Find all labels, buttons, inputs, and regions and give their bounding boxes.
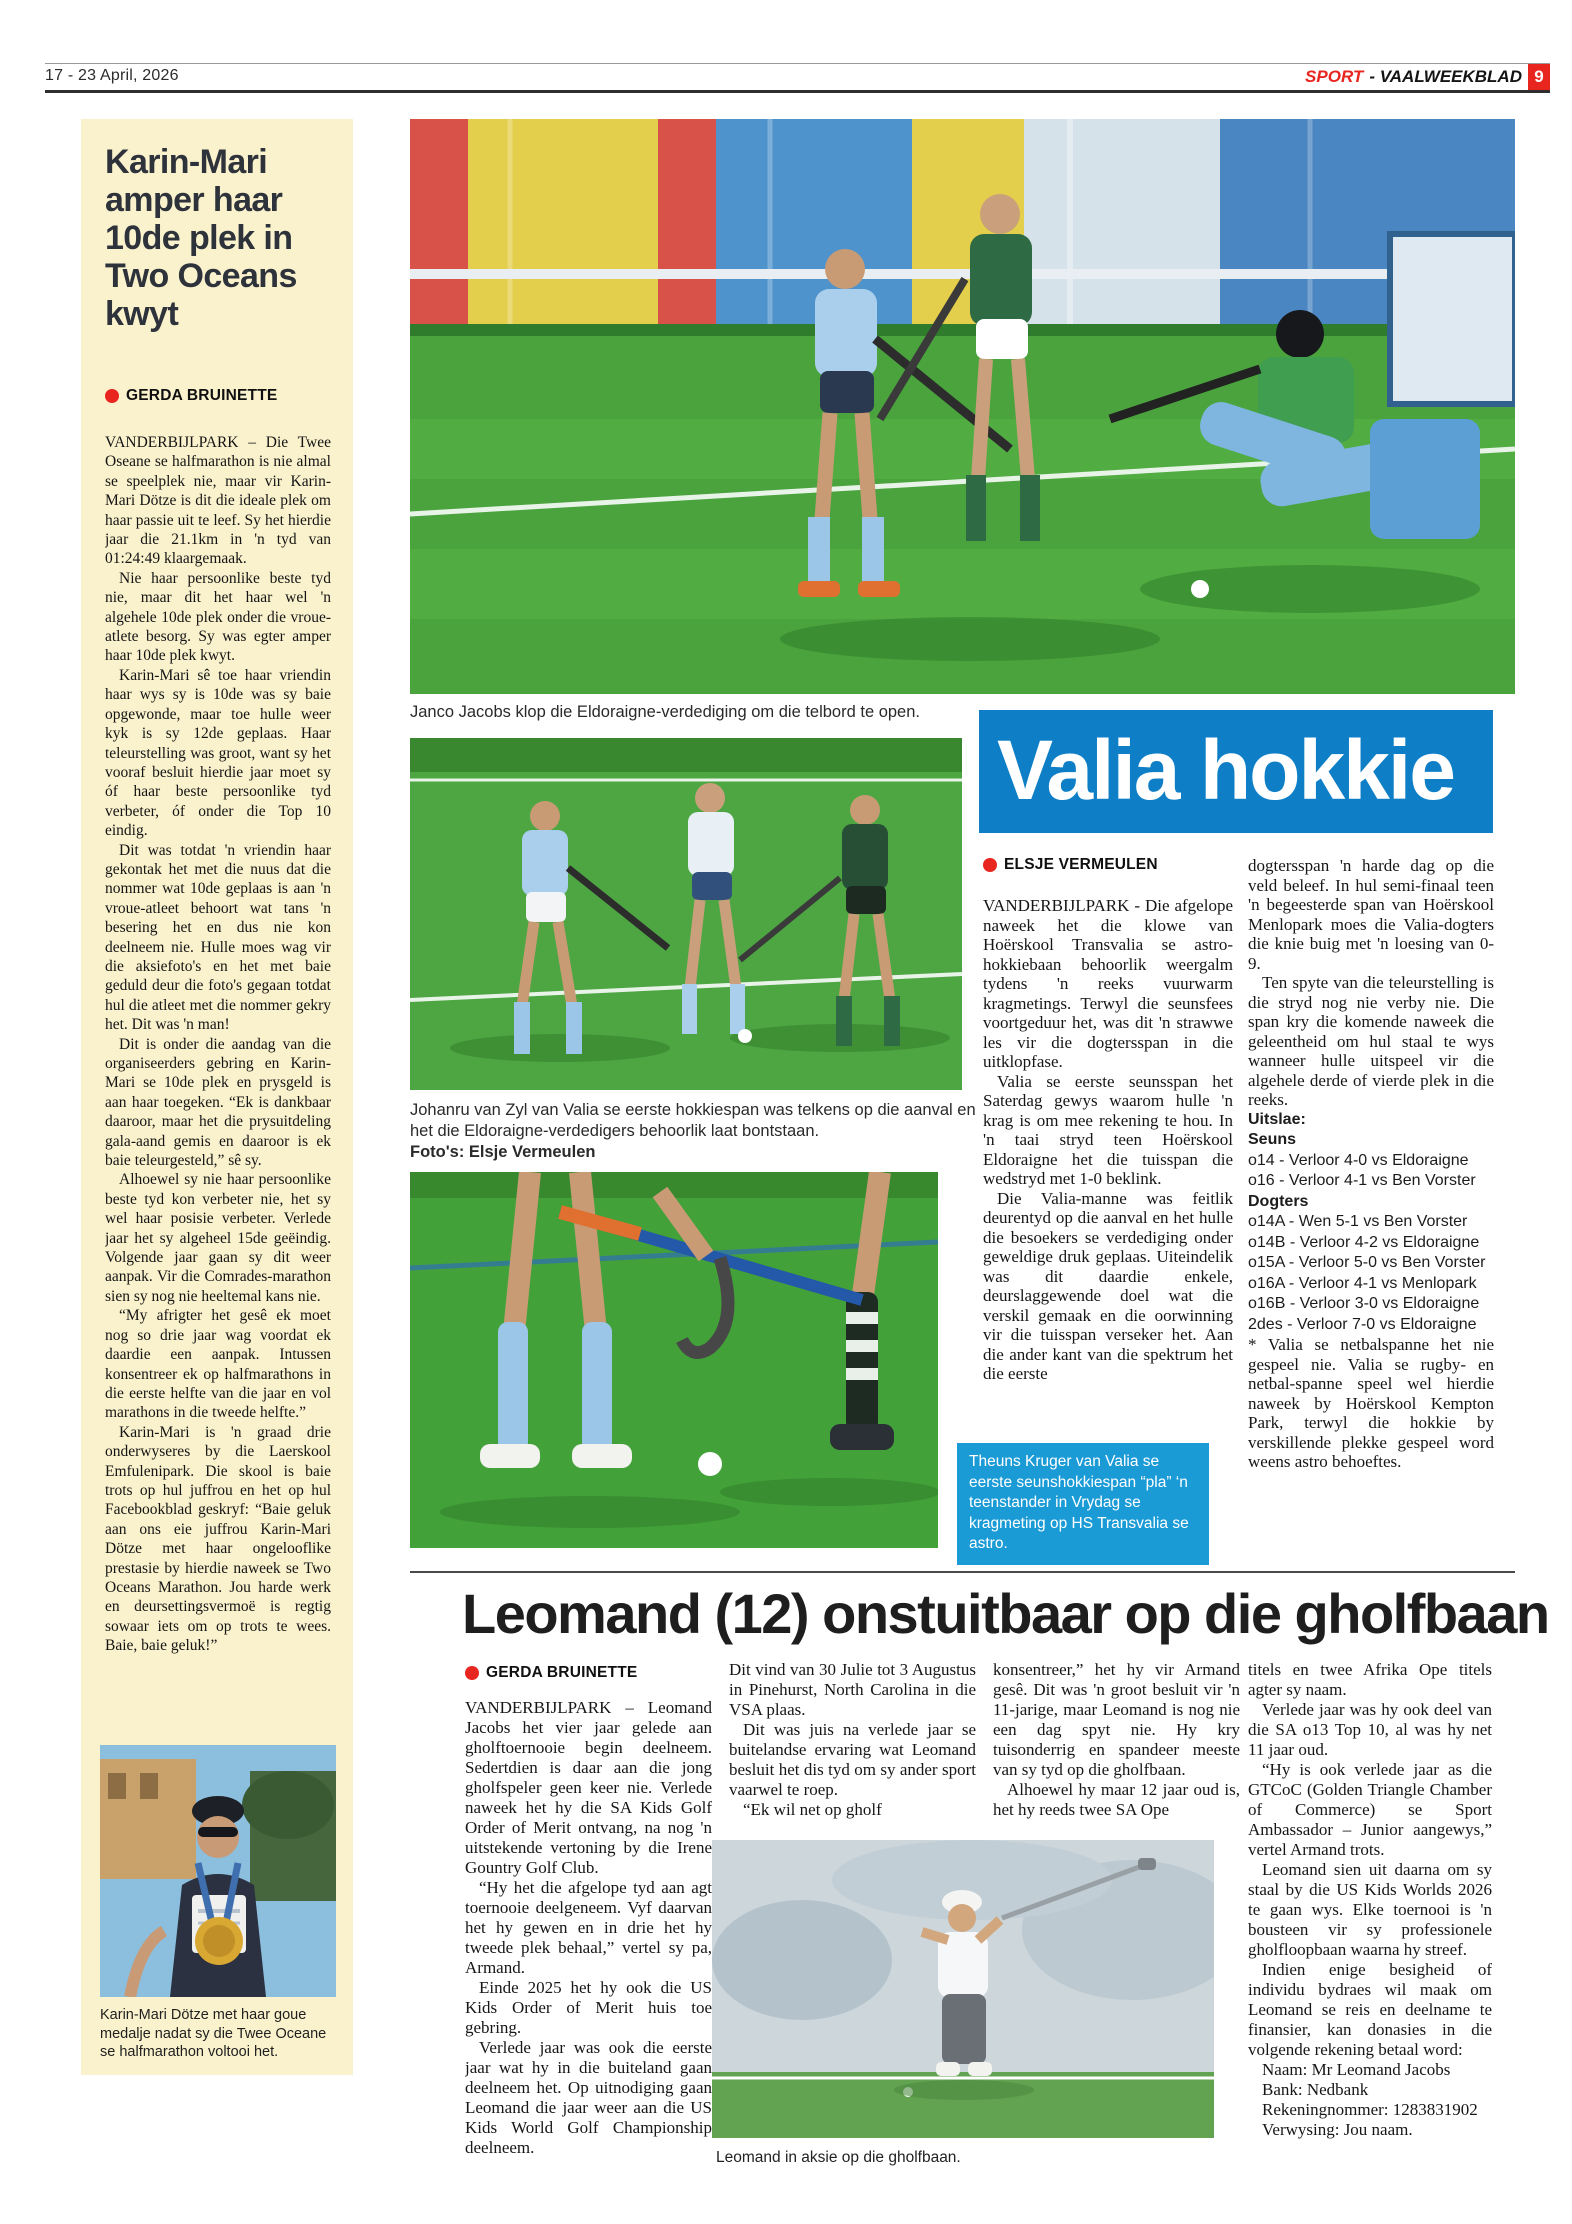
- golf-photo: [712, 1840, 1214, 2138]
- paragraph: Bank: Nedbank: [1262, 2080, 1369, 2099]
- paragraph: konsentreer,” het hy vir Armand gesê. Dit was 'n groot besluit vir 'n 11-jarige, maar Leomand is nog nie een dag spyt nie. Hy kry tuisonderrig en spandeer meeste van sy tyd op die gholfbaan.: [993, 1660, 1240, 1779]
- result-line: o14 - Verloor 4-0 vs Eldoraigne: [1248, 1151, 1469, 1169]
- paragraph: Dit was juis na verlede jaar se buitelandse ervaring wat Leomand besluit het dis tyd om sy ander sport vaarwel te roep.: [729, 1720, 976, 1799]
- results-label: Uitslae:: [1248, 1110, 1306, 1128]
- valia-column-2: [1248, 856, 1494, 1472]
- photo3-caption-box: Theuns Kruger van Valia se eerste seunshokkiespan “pla” ‘n teenstander in Vrydag se kragmeting op HS Transvalia se astro.: [957, 1443, 1209, 1565]
- paragraph: Leomand sien uit daarna om sy staal by die US Kids Worlds 2026 te gaan wys. Elke toernooi is 'n bousteen vir sy professionele gholfloopbaan waarna hy streef.: [1248, 1860, 1492, 1959]
- golf-column-4: [1248, 1660, 1492, 2210]
- left-article-byline: [105, 387, 331, 405]
- byline-bullet-icon: [105, 389, 119, 403]
- paragraph: Dit was totdat 'n vriendin haar gekontak het met die nuus dat die nommer wat 10de geplaas is aan 'n vroue-atleet behoort wat tans 'n besering het en dus nie kon deelneem nie. Hulle moes wag vir die aksiefoto's en het met baie geduld deur die foto's gegaan totdat hul die atleet met die nommer gekry het. Dit was 'n man!: [105, 841, 331, 1034]
- masthead-sport: SPORT: [1305, 67, 1364, 86]
- result-line: o16A - Verloor 4-1 vs Menlopark: [1248, 1274, 1477, 1292]
- paragraph: dogtersspan 'n harde dag op die veld beleef. In hul semi-finaal teen 'n begeesterde span van Hoërskool Menlopark moes die Valia-dogters die knie buig met 'n loesing van 0-9.: [1248, 856, 1494, 973]
- valia-column-1: [983, 896, 1233, 1384]
- page-number-badge: 9: [1528, 64, 1550, 90]
- result-line: o16 - Verloor 4-1 vs Ben Vorster: [1248, 1172, 1476, 1189]
- valia-headline-banner: Valia hokkie: [979, 710, 1493, 833]
- hockey-photo-attack: [410, 738, 962, 1090]
- byline-bullet-icon: [465, 1666, 479, 1680]
- edition-date: 17 - 23 April, 2026: [45, 67, 179, 84]
- paragraph: Karin-Mari sê toe haar vriendin haar wys sy is 10de was sy baie opgewonde, maar toe hulle weer kyk is sy 12de geplaas. Haar teleurstelling was groot, want sy het vooraf besluit hierdie jaar moet sy óf haar beste persoonlike tyd verbeter, óf onder die Top 10 eindig.: [105, 666, 331, 840]
- paragraph: Alhoewel sy nie haar persoonlike beste tyd kon verbeter nie, het sy wel haar posisie verbeter. Verlede jaar het sy algeheel 15de geëindig. Volgende jaar gaan sy dit weer aanpak. Vir die Comrades-marathon sien sy nog nie heeltemal kans nie.: [105, 1171, 331, 1305]
- runner-medal-photo: [100, 1745, 336, 1997]
- paragraph: Einde 2025 het hy ook die US Kids Order of Merit huis toe gebring.: [465, 1978, 712, 2037]
- golf-byline: [465, 1664, 637, 1682]
- section-divider-rule: [410, 1571, 1515, 1573]
- paragraph: Rekeningnommer: 1283831902: [1262, 2100, 1478, 2119]
- runner-photo-caption: Karin-Mari Dötze met haar goue medalje nadat sy die Twee Oceane se halfmarathon voltooi het.: [100, 2007, 327, 2060]
- masthead: [1305, 64, 1550, 90]
- paragraph: Naam: Mr Leomand Jacobs: [1262, 2060, 1451, 2079]
- paragraph: Dit vind van 30 Julie tot 3 Augustus in Pinehurst, North Carolina in die VSA plaas.: [729, 1660, 976, 1719]
- paragraph: Karin-Mari is 'n graad drie onderwyseres by die Laerskool Emfulenipark. Die skool is baie trots op hul juffrou en het op hul Facebookblad geskryf: “Baie geluk aan ons eie juffrou Karin-Mari Dötze met haar ongelooflike prestasie by hierdie naweek se Two Oceans Marathon. Jou harde werk en deursettingsvermoë is regtig sowaar iets om op trots te wees. Baie, baie geluk!”: [105, 1423, 331, 1655]
- photo2-caption-text: Johanru van Zyl van Valia se eerste hokkiespan was telkens op die aanval en het die Eldoraigne-verdedigers behoorlik laat bontstaan.: [410, 1101, 976, 1140]
- paragraph: VANDERBIJLPARK – Leomand Jacobs het vier jaar gelede aan gholftoernooie begin deelneem. Sedertdien is daar aan die jong gholfspeler geen keer nie. Verlede naweek het hy die SA Kids Golf Order of Merit ontvang, na nog 'n uitstekende vertoning by die Irene Gountry Golf Club.: [465, 1698, 712, 1877]
- results-group: Seuns: [1248, 1131, 1297, 1148]
- paragraph: Valia se eerste seunsspan het Saterdag gewys waarom hulle 'n krag is om mee rekening te hou. In 'n taai stryd teen Hoërskool Eldoraigne het die tuisspan die wedstryd met 1-0 beklink.: [983, 1071, 1233, 1188]
- paragraph: “Hy het die afgelope tyd aan agt toernooie deelgeneem. Vyf daarvan het hy gewen en in drie het hy tweede plek behaal,” vertel sy pa, Armand.: [465, 1878, 712, 1977]
- result-line: o15A - Verloor 5-0 vs Ben Vorster: [1248, 1254, 1486, 1271]
- valia-results: [1248, 1110, 1494, 1336]
- golf-photo-caption: Leomand in aksie op die gholfbaan.: [716, 2149, 961, 2166]
- paragraph: Verlede jaar was hy ook deel van die SA o13 Top 10, al was hy net 11 jaar oud.: [1248, 1700, 1492, 1759]
- result-line: 2des - Verloor 7-0 vs Eldoraigne: [1248, 1315, 1477, 1333]
- hockey-photo-main: [410, 119, 1515, 694]
- header-bottom-rule: [45, 90, 1550, 93]
- paragraph: VANDERBIJLPARK - Die afgelope naweek het die klowe van Hoërskool Transvalia se astro-hokkiebaan behoorlik weergalm tydens 'n reeks vuurwarm kragmetings. Terwyl die seunsfees voortgeduur het, was dit 'n strawwe les vir die dogtersspan in die uitklopfase.: [983, 896, 1233, 1071]
- byline-bullet-icon: [983, 858, 997, 872]
- result-line: o14B - Verloor 4-2 vs Eldoraigne: [1248, 1233, 1480, 1251]
- photo1-caption: Janco Jacobs klop die Eldoraigne-verdediging om die telbord te open.: [410, 703, 920, 721]
- masthead-title: - VAALWEEKBLAD: [1369, 67, 1522, 86]
- golf-headline: Leomand (12) onstuitbaar op die gholfbaan: [462, 1582, 1549, 1645]
- paragraph: Verwysing: Jou naam.: [1262, 2120, 1413, 2139]
- left-article-body: [105, 433, 331, 1678]
- valia-note: * Valia se netbalspanne het nie gespeel nie. Valia se rugby- en netbal-spanne speel wel hierdie naweek by Hoërskool Kempton Park, terwyl die hokkie by verskillende plekke gespeel word weens astro behoeftes.: [1248, 1335, 1494, 1471]
- paragraph: “My afrigter het gesê ek moet nog so drie jaar wag voordat ek daardie een aanpak. Intussen konsentreer ek op halfmarathons in die eerste helfte van die jaar en vol marathons in die tweede helfte.”: [105, 1307, 331, 1422]
- photo2-credit: Foto's: Elsje Vermeulen: [410, 1143, 596, 1161]
- paragraph: titels en twee Afrika Ope titels agter sy naam.: [1248, 1660, 1492, 1699]
- photo2-caption: [410, 1100, 978, 1163]
- golf-column-2: [729, 1660, 976, 1820]
- result-line: o14A - Wen 5-1 vs Ben Vorster: [1248, 1213, 1468, 1230]
- golf-column-1: [465, 1698, 712, 2210]
- byline-author: GERDA BRUINETTE: [486, 1664, 638, 1681]
- paragraph: Ten spyte van die teleurstelling is die stryd nog nie verby nie. Die span kry die komende naweek die geleentheid om hul staal te wys wanneer hulle uitspeel vir die algehele derde of vierde plek in die reeks.: [1248, 973, 1494, 1109]
- result-line: o16B - Verloor 3-0 vs Eldoraigne: [1248, 1295, 1480, 1312]
- paragraph: “Hy is ook verlede jaar as die GTCoC (Golden Triangle Chamber of Commerce) se Sport Ambassador – Junior aangewys,” vertel Armand trots.: [1248, 1760, 1492, 1859]
- paragraph: Die Valia-manne was feitlik deurentyd op die aanval en het hulle die besoekers se verdediging onder geweldige druk geplaas. Uiteindelik was dit daardie enkele, deurslaggewende doel wat die verskil gemaak en die oorwinning vir die tuisspan verseker het. Aan die ander kant van die spektrum het die eerste: [983, 1188, 1233, 1383]
- valia-byline: [983, 856, 1158, 874]
- results-group: Dogters: [1248, 1192, 1309, 1210]
- paragraph: VANDERBIJLPARK – Die Twee Oseane se halfmarathon is nie almal se speelplek nie, maar vir Karin-Mari Dötze is dit die ideale plek om haar passie uit te leef. Sy het hierdie jaar die 21.1km in 'n tyd van 01:24:49 klaargemaak.: [105, 434, 331, 568]
- paragraph: “Ek wil net op gholf: [743, 1800, 882, 1819]
- paragraph: Indien enige besigheid of individu bydraes wil maak om Leomand se reis en deelname te finansier, kan donasies in die volgende rekening betaal word:: [1248, 1960, 1492, 2059]
- byline-author: ELSJE VERMEULEN: [1004, 856, 1158, 873]
- byline-author: GERDA BRUINETTE: [126, 387, 278, 404]
- paragraph: Alhoewel hy maar 12 jaar oud is, het hy reeds twee SA Ope: [993, 1780, 1240, 1819]
- paragraph: Nie haar persoonlike beste tyd nie, maar dit het haar wel 'n algehele 10de plek onder die vroue-atlete besorg. Sy was egter amper haar 10de plek kwyt.: [105, 569, 331, 665]
- left-article-title: Karin-Mari amper haar 10de plek in Two Oceans kwyt: [105, 143, 297, 333]
- hockey-photo-closeup: [410, 1172, 938, 1548]
- paragraph: Verlede jaar was ook die eerste jaar wat hy in die buiteland gaan deelneem het. Op uitnodiging gaan Leomand die jaar weer aan die US Kids World Golf Championship deelneem.: [465, 2038, 712, 2157]
- paragraph: Dit is onder die aandag van die organiseerders gebring en Karin-Mari se 10de plek en prysgeld is aan haar toegeken. “Ek is dankbaar daaroor, maar het die prysuitdeling gala-aand gemis en daaroor is ek baie teleurgesteld,” sê sy.: [105, 1035, 331, 1170]
- golf-column-3: [993, 1660, 1240, 1820]
